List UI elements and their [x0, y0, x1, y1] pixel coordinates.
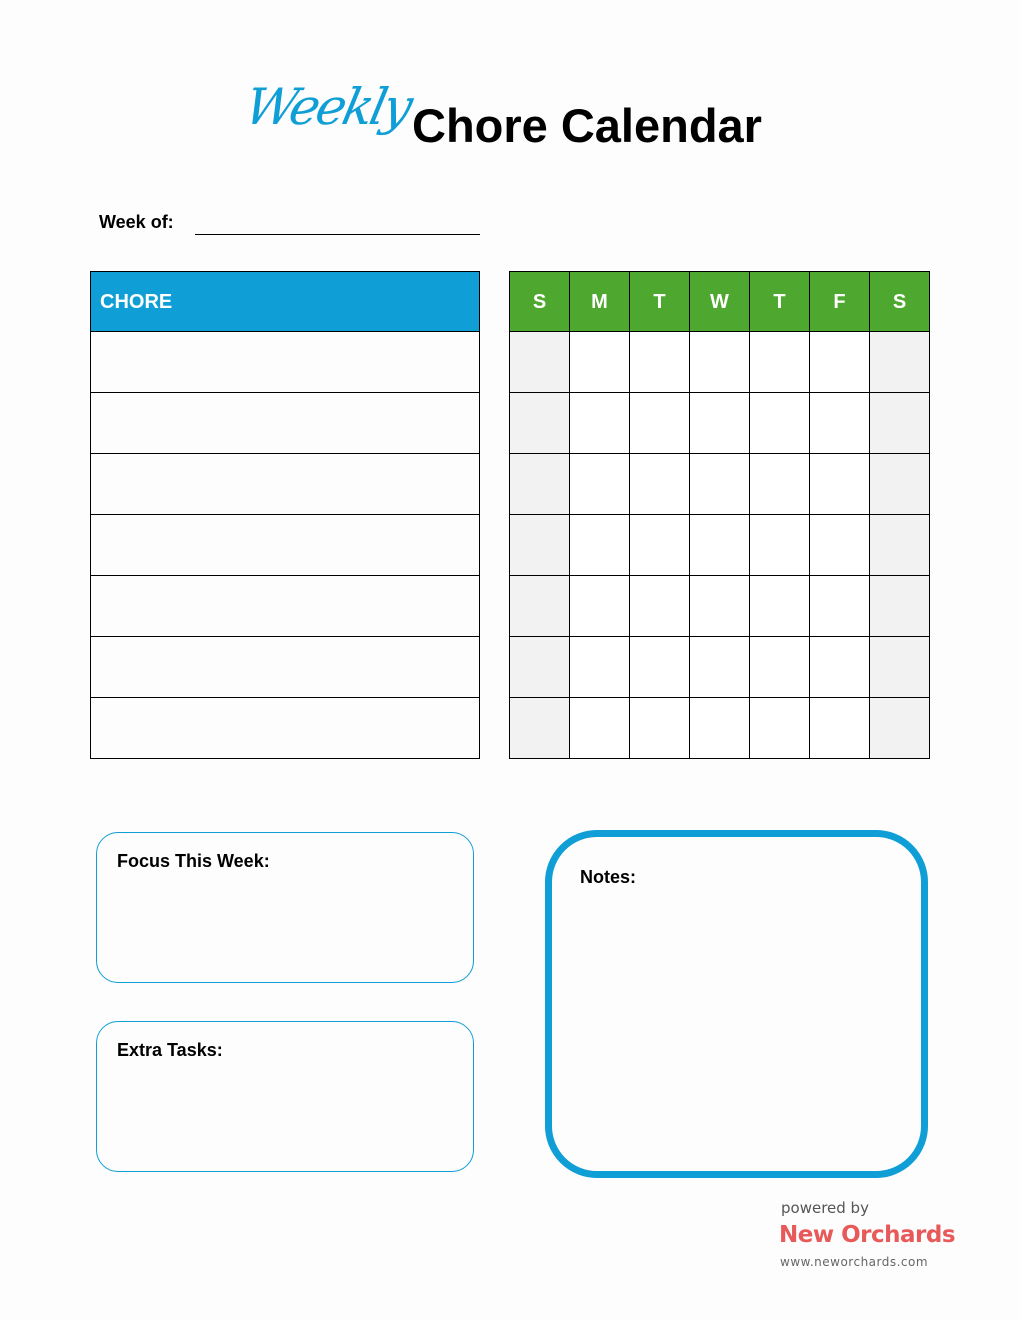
day-check-cell[interactable] [509, 515, 570, 576]
day-header-3: W [690, 271, 750, 332]
day-check-cell[interactable] [810, 576, 870, 637]
brand-logo: New Orchards [779, 1222, 956, 1248]
day-check-row [509, 515, 930, 576]
day-check-cell[interactable] [750, 332, 810, 393]
chore-table [90, 271, 480, 759]
day-check-cell[interactable] [630, 393, 690, 454]
day-check-cell[interactable] [570, 454, 630, 515]
day-check-cell[interactable] [810, 515, 870, 576]
day-check-row [509, 332, 930, 393]
day-check-cell[interactable] [570, 637, 630, 698]
notes-box[interactable] [545, 830, 928, 1178]
chore-row[interactable] [90, 637, 480, 698]
day-check-cell[interactable] [509, 576, 570, 637]
day-check-cell[interactable] [870, 454, 930, 515]
day-check-cell[interactable] [870, 515, 930, 576]
day-header-4: T [750, 271, 810, 332]
day-header-6: S [870, 271, 930, 332]
day-check-cell[interactable] [750, 576, 810, 637]
day-check-cell[interactable] [750, 515, 810, 576]
day-check-cell[interactable] [810, 637, 870, 698]
day-check-cell[interactable] [509, 698, 570, 759]
page-title: Chore Calendar [412, 99, 762, 152]
day-check-cell[interactable] [870, 637, 930, 698]
day-check-cell[interactable] [570, 332, 630, 393]
day-check-cell[interactable] [750, 454, 810, 515]
day-check-cell[interactable] [870, 332, 930, 393]
day-header-5: F [810, 271, 870, 332]
day-check-row [509, 637, 930, 698]
day-check-cell[interactable] [630, 637, 690, 698]
chore-row[interactable] [90, 332, 480, 393]
brand-url: www.neworchards.com [780, 1255, 929, 1269]
day-check-cell[interactable] [810, 454, 870, 515]
day-check-cell[interactable] [810, 393, 870, 454]
day-check-cell[interactable] [570, 698, 630, 759]
day-check-cell[interactable] [570, 576, 630, 637]
extra-tasks-label: Extra Tasks: [117, 1040, 223, 1060]
day-check-cell[interactable] [690, 637, 750, 698]
week-of-field[interactable] [195, 234, 480, 235]
day-check-cell[interactable] [690, 576, 750, 637]
day-check-cell[interactable] [630, 698, 690, 759]
week-of-label: Week of: [99, 212, 174, 232]
day-check-cell[interactable] [690, 698, 750, 759]
focus-this-week-box[interactable] [96, 832, 474, 983]
day-check-cell[interactable] [630, 454, 690, 515]
chore-row[interactable] [90, 698, 480, 759]
chore-row[interactable] [90, 515, 480, 576]
day-header-2: T [630, 271, 690, 332]
day-check-cell[interactable] [750, 393, 810, 454]
day-check-cell[interactable] [509, 332, 570, 393]
day-check-cell[interactable] [810, 698, 870, 759]
day-header-row [509, 271, 930, 332]
day-check-cell[interactable] [690, 515, 750, 576]
day-check-cell[interactable] [509, 637, 570, 698]
day-check-row [509, 454, 930, 515]
focus-label: Focus This Week: [117, 851, 270, 871]
chore-row[interactable] [90, 576, 480, 637]
day-grid [509, 271, 930, 759]
day-check-cell[interactable] [630, 332, 690, 393]
powered-by-text: powered by [781, 1199, 869, 1217]
extra-tasks-box[interactable] [96, 1021, 474, 1172]
day-check-cell[interactable] [690, 332, 750, 393]
chore-row[interactable] [90, 454, 480, 515]
day-check-cell[interactable] [509, 454, 570, 515]
day-check-cell[interactable] [509, 393, 570, 454]
chore-column-header: CHORE [90, 271, 480, 332]
day-check-cell[interactable] [570, 393, 630, 454]
day-header-1: M [570, 271, 630, 332]
day-check-cell[interactable] [750, 637, 810, 698]
day-check-cell[interactable] [570, 515, 630, 576]
day-check-cell[interactable] [690, 454, 750, 515]
title-script-word: Weekly [239, 78, 416, 136]
day-check-cell[interactable] [630, 515, 690, 576]
day-check-row [509, 698, 930, 759]
day-check-cell[interactable] [870, 393, 930, 454]
chore-row[interactable] [90, 393, 480, 454]
day-check-cell[interactable] [750, 698, 810, 759]
day-check-row [509, 576, 930, 637]
day-header-0: S [509, 271, 570, 332]
notes-label: Notes: [580, 867, 637, 887]
day-check-cell[interactable] [630, 576, 690, 637]
day-check-cell[interactable] [870, 698, 930, 759]
day-check-cell[interactable] [690, 393, 750, 454]
day-check-row [509, 393, 930, 454]
day-check-cell[interactable] [870, 576, 930, 637]
day-check-cell[interactable] [810, 332, 870, 393]
